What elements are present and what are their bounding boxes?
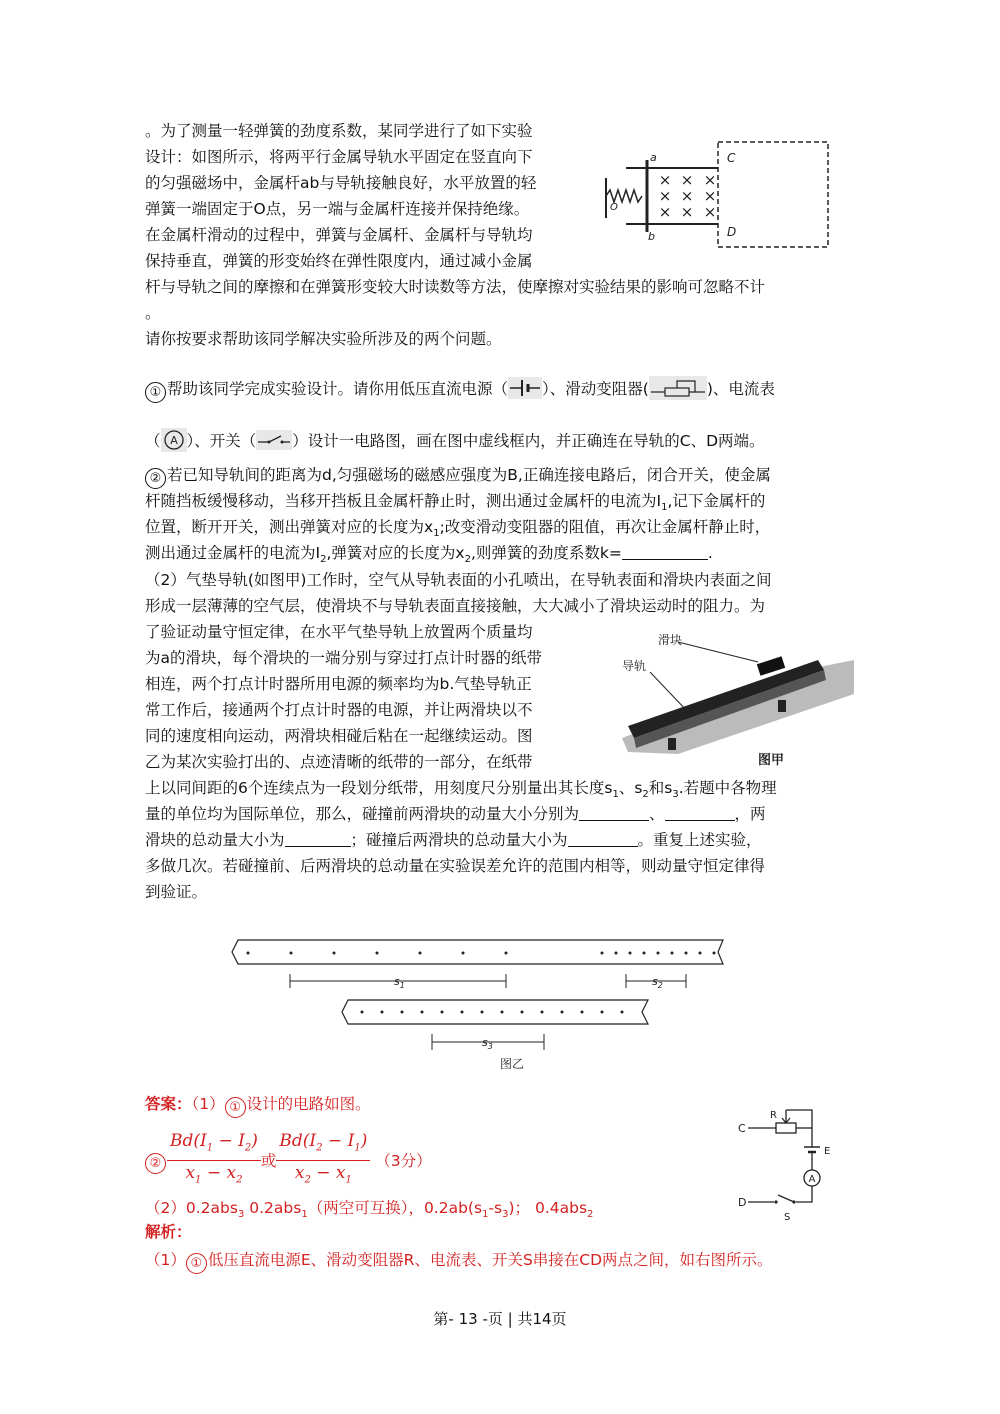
text-line: 弹簧一端固定于O点，另一端与金属杆连接并保持绝缘。 [145,200,530,218]
circled-number: ② [145,468,166,489]
text-line: 设计：如图所示，将两平行金属导轨水平固定在竖直向下 [145,148,533,166]
label-b: b [648,230,655,243]
answer-label: 答案： [145,1095,192,1113]
air-track-figure [608,630,856,770]
page-footer: 第- 13 -页 | 共14页 [433,1310,567,1328]
rail-magnetic-figure [600,136,835,254]
formula-fraction: $\frac{Bd(I_2 - I_1)}{x_2 - x_1}$ [276,1129,370,1193]
label-r: R [770,1110,777,1121]
answer-section: 答案：（1） ① 设计的电路如图。 ② $\frac{Bd(I_1 - I_2)}{x_1 - x_2}$ 或 $\frac{Bd(I_2 - I_1)}{x_2 - x_1}$ （3分） （2）0.2abs$_3$ 0.2abs$_1$（两空可互换），$0.2ab(s_1-s_3)$； 0.4abs$_2$ 解析： （1） ① 低压直流电源E、滑动变阻器R、电流表、开关S串接在CD两点之间，如右图所示。 [145,1091,745,1281]
text-line: 保持垂直，弹簧的形变始终在弹性限度内，通过减小金属 [145,252,533,270]
part-2-text: （2）气垫导轨(如图甲)工作时，空气从导轨表面的小孔喷出，在导轨表面和滑块内表面之间 形成一层薄薄的空气层，使滑块不与导轨表面直接接触，大大减小了滑块运动时的阻力。为 了验证动量守恒定律，在水平气垫导轨上放置两个质量均 为a的滑块，每个滑块的一端分别与穿过打点计时器的纸带 相连，两个打点计时器所用电源的频率均为b.气垫导轨正 常工作后，接通两个打点计时器的电源，并让两滑块以不 同的速度相向运动，两滑块相碰后粘在一起继续运动。图 乙为某次实验打出的、点迹清晰的纸带的一部分，在纸带 上以同间距的6个连续点为一段划分纸带，用刻度尺分别量出其长度$s_1$、$s_2$和$s_3$.若题中各物理 量的单位均为国际单位，那么，碰撞前两滑块的动量大小分别为 、 ，两 滑块的总动量大小为 ；碰撞后两滑块的总动量大小为 。重复上述实验， 多做几次。若碰撞前、后两滑块的总动量在实验误差允许的范围内相等，则动量守恒定律得 到验证。 [145,571,777,901]
battery-icon [508,377,542,399]
svg-text:×: × [703,203,717,221]
label-o: O [610,202,618,213]
svg-text:×: × [658,171,672,189]
svg-text:s2: $s_2$ [652,975,663,990]
figure-caption: 图甲 [758,753,785,768]
svg-text:×: × [658,203,672,221]
svg-text:×: × [658,187,672,205]
ammeter-icon [161,428,187,452]
svg-text:×: × [680,187,694,205]
answer-blank[interactable] [568,832,638,847]
question-2: ② 若已知导轨间的距离为d,匀强磁场的磁感应强度为B,正确连接电路后，闭合开关，使金属 杆随挡板缓慢移动，当移开挡板且金属杆静止时，测出通过金属杆的电流为$I_1$,记下金属杆的 位置，断开开关，测出弹簧对应的长度为$x_1$;改变滑动变阻器的阻值，再次让金属杆静止时， 测出通过金属杆的电流为$I_2$,弹簧对应的长度为$x_2$,则弹簧的劲度系数k= . [145,466,771,566]
label-e: E [824,1146,831,1157]
svg-text:×: × [680,203,694,221]
figure-caption: 图乙 [500,1057,525,1071]
svg-text:s3: $s_3$ [482,1036,493,1051]
label-a: A [808,1174,816,1185]
svg-text:×: × [703,187,717,205]
switch-icon [256,430,292,450]
text-line: 的匀强磁场中，金属杆ab与导轨接触良好，水平放置的轻 [145,174,537,192]
label-c: C [738,1122,746,1135]
answer-blank[interactable] [285,832,351,847]
answer-blank[interactable] [665,806,735,821]
formula-fraction: $\frac{Bd(I_1 - I_2)}{x_1 - x_2}$ [167,1129,261,1193]
svg-text:×: × [703,171,717,189]
answer-blank[interactable] [622,545,708,560]
question-1: ① 帮助该同学完成实验设计。请你用低压直流电源（ ）、滑动变阻器( )、电流表 （ A ）、开关（ ）设计一电路图，画在图中虚线框内，并正确连在导轨的C、D两端。 [145,372,865,452]
slider-label: 滑块 [658,633,683,647]
rheostat-icon [649,376,707,400]
answer-blank[interactable] [579,806,649,821]
label-d: D [738,1196,747,1209]
label-a: a [650,151,657,164]
text-line: 杆与导轨之间的摩擦和在弹簧形变较大时读数等方法，使摩擦对实验结果的影响可忽略不计 [145,278,766,296]
label-d: D [727,225,737,239]
circuit-diagram [734,1102,844,1224]
svg-text:s1: $s_1$ [394,975,405,990]
text-line: 。为了测量一轻弹簧的劲度系数，某同学进行了如下实验 [145,122,533,140]
svg-text:A: A [169,434,178,447]
rail-label: 导轨 [622,659,647,673]
paper-tape-figure [228,934,728,1074]
label-c: C [727,151,736,165]
text-line: 。 [145,304,161,322]
svg-text:×: × [680,171,694,189]
text-line: 在金属杆滑动的过程中，弹簧与金属杆、金属杆与导轨均 [145,226,533,244]
analysis-label: 解析： [145,1223,192,1241]
circled-number: ① [145,382,166,403]
text-line: 请你按要求帮助该同学解决实验所涉及的两个问题。 [145,330,502,348]
label-s: S [784,1212,791,1223]
